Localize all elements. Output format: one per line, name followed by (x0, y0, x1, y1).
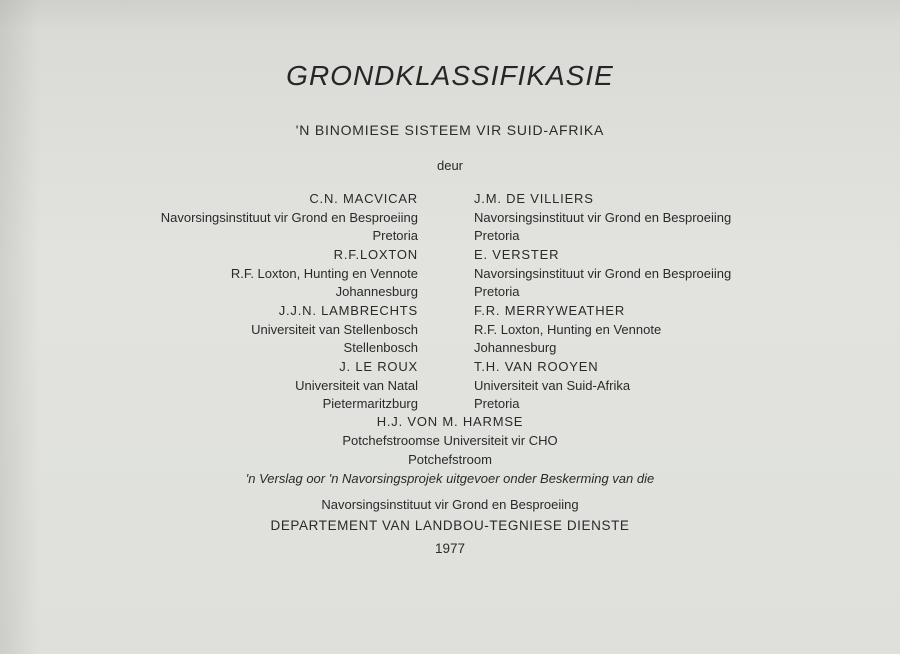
author-name: H.J. VON M. HARMSE (376, 414, 524, 429)
document-title: GRONDKLASSIFIKASIE (286, 60, 614, 91)
author-place: Stellenbosch (343, 340, 418, 355)
author-block (474, 358, 814, 414)
author-name: F.R. MERRYWEATHER (474, 303, 626, 318)
author-affiliation: Navorsingsinstituut vir Grond en Besproeiing (474, 265, 732, 281)
document-subtitle: 'N BINOMIESE SISTEEM VIR SUID-AFRIKA (295, 122, 605, 138)
author-name: R.F.LOXTON (333, 247, 418, 262)
author-name: T.H. VAN ROOYEN (474, 359, 599, 374)
author-name: C.N. MACVICAR (309, 191, 418, 206)
institute-name: Navorsingsinstituut vir Grond en Besproeiing (321, 497, 579, 512)
publication-year: 1977 (434, 541, 466, 556)
author-affiliation: Universiteit van Stellenbosch (251, 321, 418, 337)
author-affiliation: Universiteit van Suid-Afrika (474, 377, 631, 393)
by-label: deur (436, 158, 464, 173)
author-affiliation: Potchefstroomse Universiteit vir CHO (342, 433, 558, 448)
author-name: J.J.N. LAMBRECHTS (278, 303, 418, 318)
center-author-block (0, 412, 900, 469)
author-affiliation: Universiteit van Natal (295, 377, 418, 393)
page-top-shadow (0, 0, 900, 30)
author-place: Potchefstroom (408, 452, 492, 467)
left-author-column (78, 190, 418, 414)
author-place: Pretoria (372, 228, 418, 243)
author-block (78, 358, 418, 414)
author-affiliation: R.F. Loxton, Hunting en Vennote (474, 321, 662, 337)
author-name: E. VERSTER (474, 247, 560, 262)
author-block (474, 190, 814, 246)
author-place: Johannesburg (335, 284, 418, 299)
author-place: Pretoria (474, 396, 520, 411)
author-place: Pietermaritzburg (322, 396, 418, 411)
author-block (78, 246, 418, 302)
author-affiliation: Navorsingsinstituut vir Grond en Besproeiing (474, 209, 732, 225)
author-name: J.M. DE VILLIERS (474, 191, 594, 206)
author-affiliation: Navorsingsinstituut vir Grond en Besproeiing (160, 209, 418, 225)
author-block (474, 246, 814, 302)
department-name: DEPARTEMENT VAN LANDBOU-TEGNIESE DIENSTE (270, 518, 630, 533)
author-block (78, 302, 418, 358)
author-block (78, 190, 418, 246)
report-note: 'n Verslag oor 'n Navorsingsprojek uitgevoer onder Beskerming van die (245, 471, 655, 486)
author-place: Johannesburg (474, 340, 557, 355)
author-affiliation: R.F. Loxton, Hunting en Vennote (230, 265, 418, 281)
author-place: Pretoria (474, 284, 520, 299)
right-author-column (474, 190, 814, 414)
author-name: J. LE ROUX (339, 359, 418, 374)
author-block (474, 302, 814, 358)
author-place: Pretoria (474, 228, 520, 243)
